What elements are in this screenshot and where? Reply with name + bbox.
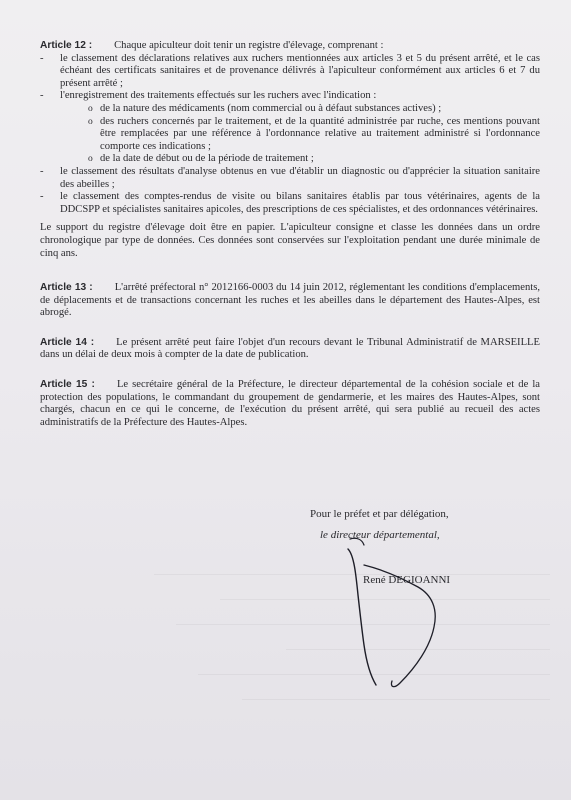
handwritten-signature <box>320 535 450 695</box>
article-12-heading: Article 12 : <box>40 40 93 51</box>
article-14 <box>40 337 540 362</box>
article-15 <box>40 379 540 429</box>
signatory-title: le directeur départemental, <box>320 529 440 541</box>
list-item: - le classement des déclarations relatives aux ruchers mentionnées aux articles 3 et 5 du présent arrêté, et le cas échéant des certificats sanitaires et de provenance délivrés à l'apiculteur conformément aux articles 6 et 7 du présent arrêté ; <box>40 53 540 91</box>
list-item: - le classement des comptes-rendus de visite ou bilans sanitaires établis par tous vétérinaires, agents de la DDCSPP et spécialistes sanitaires apicoles, des prescriptions de ces spécialistes, et des ordonnances vétérinaires. <box>40 191 540 216</box>
article-13 <box>40 282 540 320</box>
article-12-intro-text: Chaque apiculteur doit tenir un registre d'élevage, comprenant : <box>114 40 384 51</box>
list-item-treatments <box>40 90 540 166</box>
article-15-heading: Article 15 : <box>40 379 95 391</box>
article-12-list <box>40 53 540 217</box>
delegation-line: Pour le préfet et par délégation, <box>310 508 449 520</box>
sublist-item: o de la nature des médicaments (nom commercial ou à défaut substances actives) ; <box>40 103 540 116</box>
article-15-text: Le secrétaire général de la Préfecture, le directeur départemental de la cohésion sociale et de la protection des populations, le commandant du groupement de gendarmerie, et les maires des Hautes-Alpes, sont chargés, chacun en ce qui le concerne, de l'exécution du présent arrêté, qui sera publié au recueil des actes administratifs de la Préfecture des Hautes-Alpes. <box>40 379 540 428</box>
document-body <box>40 40 540 429</box>
article-13-text: L'arrêté préfectoral n° 2012166-0003 du 14 juin 2012, réglementant les conditions d'emplacements, de déplacements et de transactions concernant les ruches et les abeilles dans le département des Hautes-Alpes, est abrogé. <box>40 282 540 319</box>
article-12-intro <box>40 40 540 53</box>
article-14-text: Le présent arrêté peut faire l'objet d'un recours devant le Tribunal Administratif de MARSEILLE dans un délai de deux mois à compter de la date de publication. <box>40 336 540 361</box>
article-12-closing: Le support du registre d'élevage doit être en papier. L'apiculteur consigne et classe les données dans un ordre chronologique par type de données. Ces données sont conservées sur l'exploitation pendant une durée minimale de cinq ans. <box>40 222 540 259</box>
article-13-heading: Article 13 : <box>40 282 93 294</box>
treatment-sublist <box>40 103 540 166</box>
sublist-item: o de la date de début ou de la période de traitement ; <box>40 153 540 166</box>
article-14-heading: Article 14 : <box>40 336 95 348</box>
list-item: - le classement des résultats d'analyse obtenus en vue d'établir un diagnostic ou d'apprécier la situation sanitaire des abeilles ; <box>40 166 540 191</box>
list-item-text: l'enregistrement des traitements effectués sur les ruchers avec l'indication : <box>60 90 377 102</box>
signatory-name: René DEGIOANNI <box>363 574 451 586</box>
sublist-item: o des ruchers concernés par le traitement, et de la quantité administrée par ruche, ces mentions pouvant être remplacées par une référence à l'ordonnance relative au traitement administré si l'ordonnance comporte ces indications ; <box>40 116 540 154</box>
